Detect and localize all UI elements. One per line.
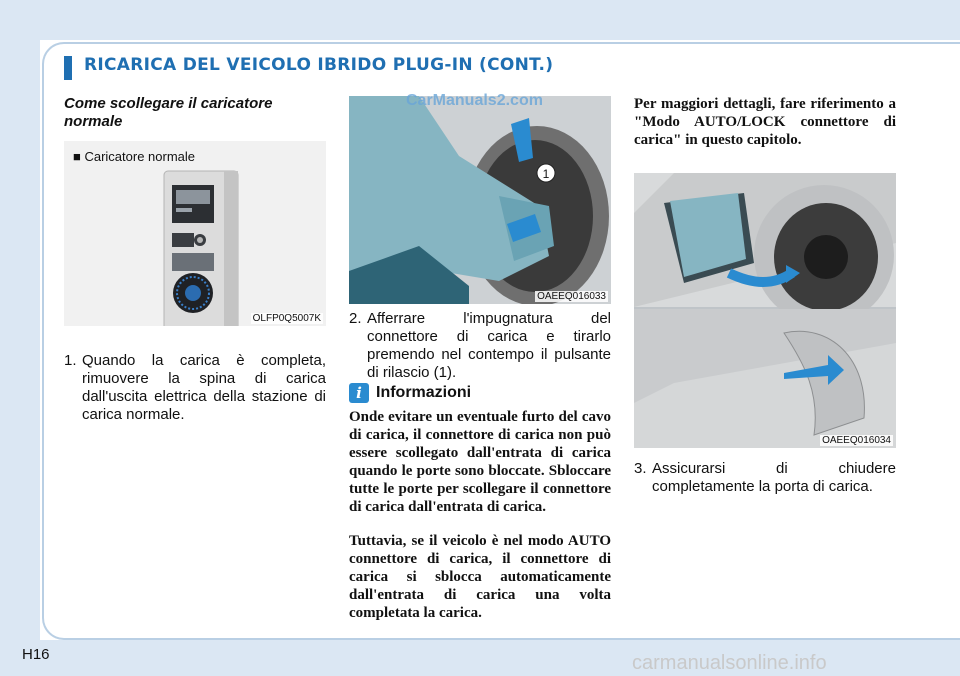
figure-connector bbox=[349, 96, 611, 304]
figure-charging-door bbox=[634, 173, 896, 448]
page-number: H16 bbox=[22, 646, 50, 663]
section-subheading: Come scollegare il caricatore normale bbox=[64, 95, 273, 130]
figure-code: OLFP0Q5007K bbox=[252, 313, 321, 324]
step-2 bbox=[349, 310, 611, 382]
figure-charging-station bbox=[64, 141, 326, 326]
step-number: 2. bbox=[349, 310, 362, 327]
top-frame-band bbox=[0, 0, 960, 40]
page-title: RICARICA DEL VEICOLO IBRIDO PLUG-IN (CONT.) bbox=[84, 55, 554, 75]
title-accent-bar bbox=[64, 56, 72, 80]
connector-illustration bbox=[349, 96, 611, 304]
figure-code: OAEEQ016034 bbox=[822, 435, 891, 446]
step-3 bbox=[634, 460, 896, 496]
step-text: Quando la carica è completa, rimuovere la spina di carica dall'uscita elettrica della stazione di carica normale. bbox=[82, 352, 326, 423]
left-frame-band bbox=[0, 0, 40, 676]
step-1 bbox=[64, 352, 326, 424]
callout-number: 1 bbox=[542, 167, 550, 181]
step-number: 1. bbox=[64, 352, 77, 369]
figure-code: OAEEQ016033 bbox=[537, 291, 606, 302]
watermark-top: CarManuals2.com bbox=[406, 92, 543, 109]
figure-caption: ■ Caricatore normale bbox=[73, 149, 196, 164]
step-text: Assicurarsi di chiudere completamente la porta di carica. bbox=[652, 460, 896, 495]
reference-note: Per maggiori dettagli, fare riferimento a "Modo AUTO/LOCK connettore di carica" in questo capitolo. bbox=[634, 96, 896, 148]
charging-door-illustration bbox=[634, 173, 896, 448]
info-heading bbox=[349, 383, 471, 403]
caption-text: Caricatore normale bbox=[84, 149, 196, 164]
step-text: Afferrare l'impugnatura del connettore di carica e tirarlo premendo nel contempo il pulsante di rilascio (1). bbox=[367, 310, 611, 381]
step-number: 3. bbox=[634, 460, 647, 477]
info-title: Informazioni bbox=[376, 384, 472, 401]
charging-station-illustration bbox=[64, 141, 326, 326]
info-icon: i bbox=[349, 383, 369, 403]
watermark-bottom: carmanualsonline.info bbox=[632, 652, 827, 674]
info-paragraph-1: Onde evitare un eventuale furto del cavo di carica, il connettore di carica non può essere scollegato dall'entrata di carica quando le porte sono bloccate. Sbloccare tutte le porte per scollegare il connettore di carica dall'entrata di carica. bbox=[349, 409, 611, 515]
info-paragraph-2: Tuttavia, se il veicolo è nel modo AUTO connettore di carica, il connettore di carica si sblocca automaticamente dall'entrata di carica una volta completata la carica. bbox=[349, 533, 611, 621]
